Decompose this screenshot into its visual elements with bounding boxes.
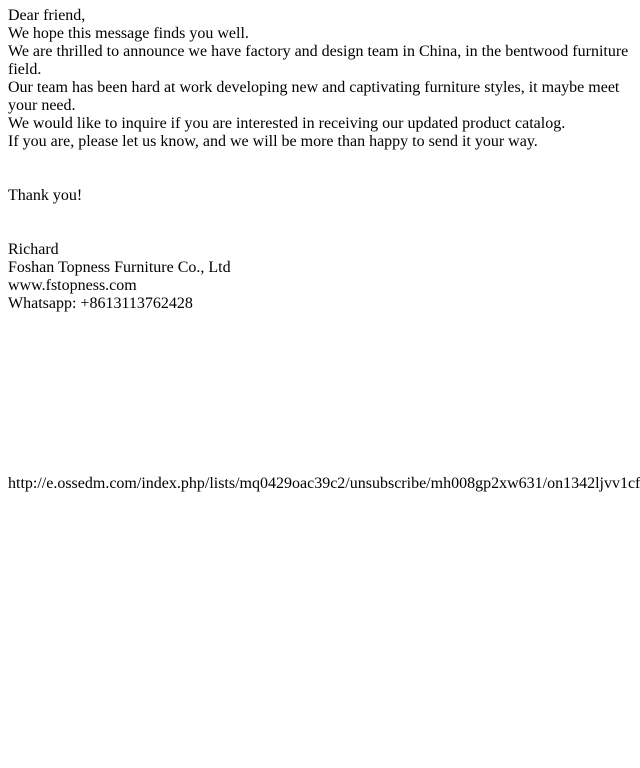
closing: Thank you! xyxy=(8,187,83,204)
signature-company: Foshan Topness Furniture Co., Ltd xyxy=(8,259,231,276)
paragraph-4: We would like to inquire if you are interested in receiving our updated product catalog. xyxy=(8,115,566,132)
spacer xyxy=(8,151,640,169)
paragraph-5: If you are, please let us know, and we will be more than happy to send it your way. xyxy=(8,133,538,150)
paragraph-2: We are thrilled to announce we have factory and design team in China, in the bentwood furniture field. xyxy=(8,43,629,78)
signature-name: Richard xyxy=(8,241,59,258)
spacer xyxy=(8,223,640,241)
signature-website: www.fstopness.com xyxy=(8,277,137,294)
email-body xyxy=(8,7,640,313)
paragraph-1: We hope this message finds you well. xyxy=(8,25,249,42)
unsubscribe-link[interactable]: http://e.ossedm.com/index.php/lists/mq0429oac39c2/unsubscribe/mh008gp2xw631/on1342ljvv1cf xyxy=(8,475,640,492)
spacer xyxy=(8,205,640,223)
paragraph-3: Our team has been hard at work developing new and captivating furniture styles, it maybe meet your need. xyxy=(8,79,620,114)
greeting: Dear friend, xyxy=(8,7,86,24)
spacer xyxy=(8,169,640,187)
signature-whatsapp: Whatsapp: +8613113762428 xyxy=(8,295,193,312)
